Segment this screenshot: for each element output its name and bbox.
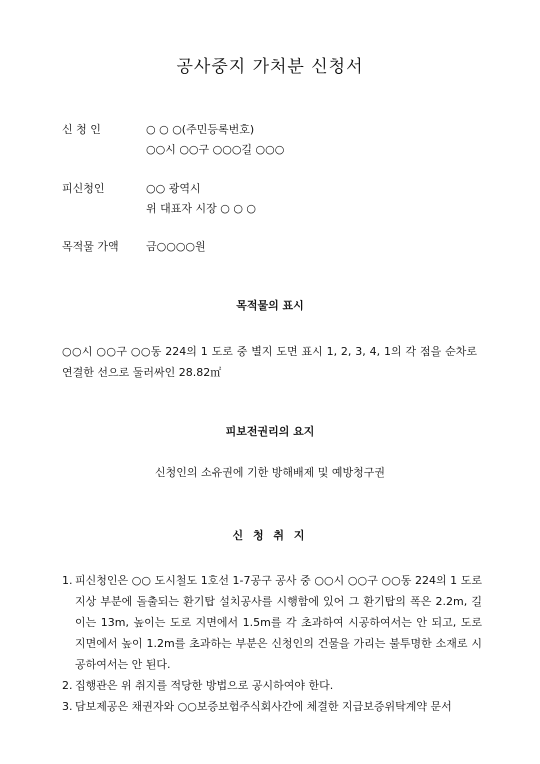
respondent-name: ○○ 광역시 [146, 182, 201, 195]
purpose-heading: 신 청 취 지 [232, 529, 308, 542]
item-number: 3. [62, 700, 73, 713]
applicant-name: ○ ○ ○(주민등록번호) [146, 123, 255, 136]
purpose-item-3 [62, 696, 482, 717]
document-title: 공사중지 가처분 신청서 [176, 57, 364, 77]
applicant-label: 신 청 인 [62, 123, 101, 136]
value-amount: 금○○○○원 [146, 240, 206, 253]
item-text: 피신청인은 ○○ 도시철도 1호선 1-7공구 공사 중 ○○시 ○○구 ○○동 224의 1 도로 지상 부분에 돌출되는 환기탑 설치공사를 시행함에 있어 그 환기탑의 폭은 2.2m, 길이는 13m, 높이는 도로 지면에서 1.5m를 각 초과하여 시공하여서는 안 되고, 도로 지면에서 높이 1.2m를 초과하는 부분은 신청인의 건물을 가리는 불투명한 소재로 시공하여서는 안 된다. [75, 574, 482, 671]
purpose-item-1 [62, 570, 482, 675]
purpose-item-2 [62, 675, 482, 696]
right-description: 신청인의 소유권에 기한 방해배제 및 예방청구권 [154, 466, 385, 479]
item-text: 집행관은 위 취지를 적당한 방법으로 공시하여야 한다. [75, 679, 334, 692]
item-number: 2. [62, 679, 73, 692]
respondent-representative: 위 대표자 시장 ○ ○ ○ [146, 202, 257, 215]
applicant-address: ○○시 ○○구 ○○○길 ○○○ [146, 143, 285, 156]
object-heading: 목적물의 표시 [236, 299, 304, 312]
value-label: 목적물 가액 [62, 240, 119, 253]
item-number: 1. [62, 574, 73, 587]
right-heading: 피보전권리의 요지 [225, 425, 315, 438]
respondent-label: 피신청인 [62, 182, 105, 195]
object-description: ○○시 ○○구 ○○동 224의 1 도로 중 별지 도면 표시 1, 2, 3, 4, 1의 각 점을 순차로 연결한 선으로 둘러싸인 28.82㎡ [62, 345, 477, 379]
item-text: 담보제공은 채권자와 ○○보증보험주식회사간에 체결한 지급보증위탁계약 문서 [75, 700, 452, 713]
